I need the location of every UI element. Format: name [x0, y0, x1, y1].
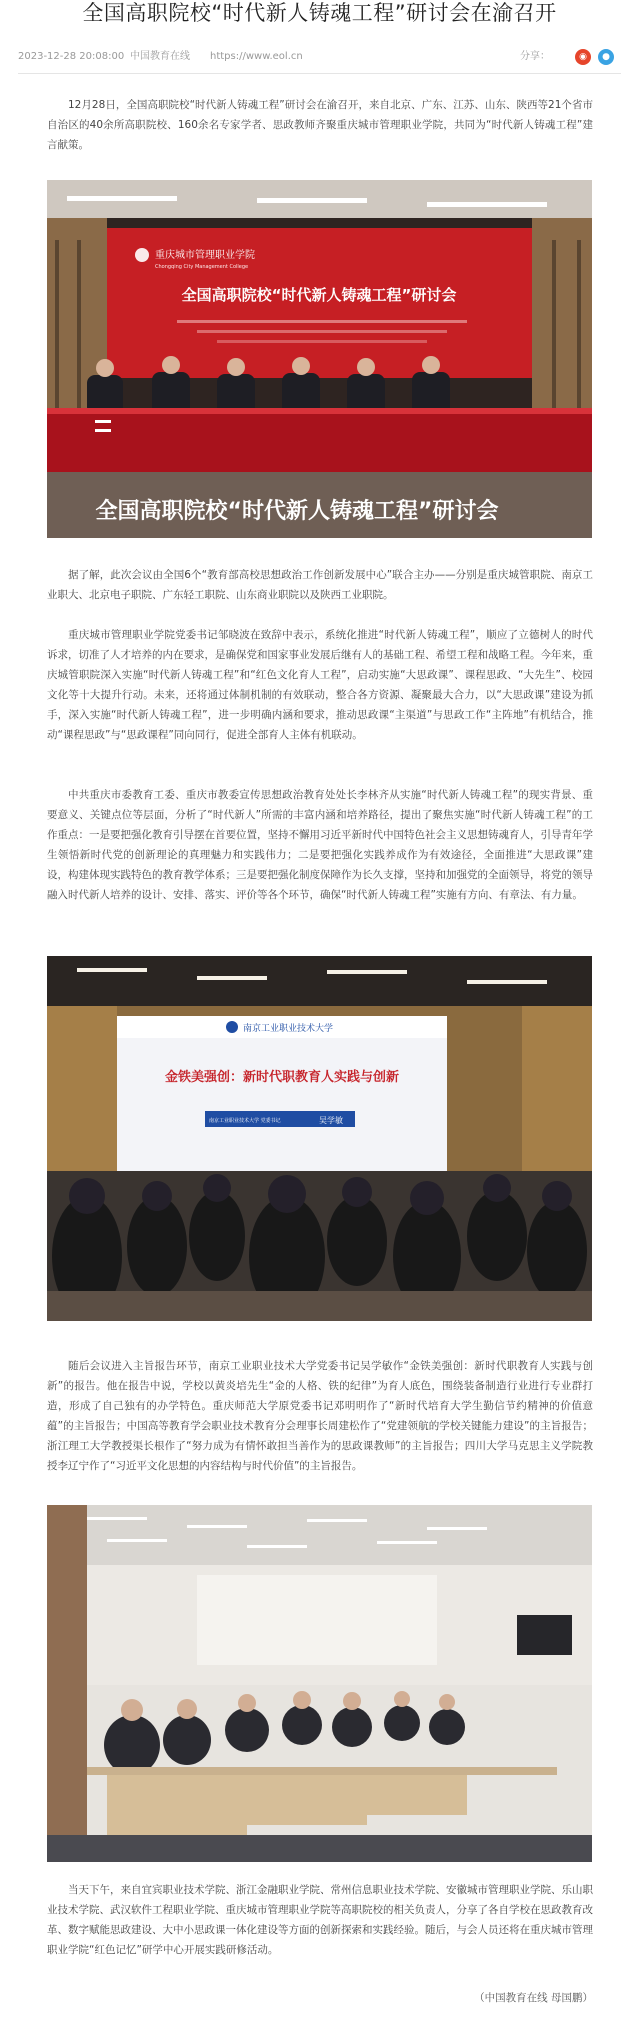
- screen-school-name: 重庆城市管理职业学院: [155, 250, 255, 261]
- stage-banner-text: 全国高职院校“时代新人铸魂工程”研讨会: [95, 499, 499, 524]
- conference-stage-photo: [47, 180, 592, 538]
- screen-school-name-2: 南京工业职业技术大学: [243, 1024, 334, 1034]
- screen-report-title: 金铁美强创：新时代职教育人实践与创新: [164, 1070, 400, 1085]
- article-meta: [0, 46, 639, 68]
- screen-speaker-name: 吴学敏: [319, 1116, 343, 1125]
- paragraph-intro: 12月28日，全国高职院校“时代新人铸魂工程”研讨会在渝召开，来自北京、广东、江苏、山东、陕西等21个省市自治区的40余所高职院校、160余名专家学者、思政教师齐聚重庆城市管理职业学院，共同为“时代新人铸魂工程”建言献策。: [47, 99, 593, 151]
- qq-icon[interactable]: ●: [598, 49, 614, 65]
- paragraph-afternoon: 当天下午，来自宜宾职业技术学院、浙江金融职业学院、常州信息职业技术学院、安徽城市管理职业学院、乐山职业技术学院、武汉软件工程职业学院、重庆城市管理职业学院等高职院校的相关负责人，分享了各自学校在思政教育改革、数字赋能思政建设、大中小思政课一体化建设等方面的创新探索和实践经验。随后，与会人员还将在重庆城市管理职业学院“红色记忆”研学中心开展实践研修活动。: [47, 1884, 593, 1956]
- publish-date: 2023-12-28 20:08:00: [18, 51, 125, 62]
- article-title: 全国高职院校“时代新人铸魂工程”研讨会在渝召开: [82, 1, 557, 25]
- article-credit: （中国教育在线 母国鹏）: [474, 1992, 593, 2004]
- share-label: 分享：: [520, 51, 550, 62]
- meta-divider: [18, 73, 621, 74]
- article-source[interactable]: 中国教育在线: [130, 51, 190, 62]
- paragraph-speech-zou: 重庆城市管理职业学院党委书记邹晓波在致辞中表示，系统化推进“时代新人铸魂工程”，顺应了立德树人的时代诉求，切准了人才培养的内在要求，是确保党和国家事业发展后继有人的基础工程、希望工程和战略工程。今年来，重庆城管职院深入实施“时代新人铸魂工程”和“红色文化育人工程”，启动实施“大思政课”、课程思政、“大先生”、校园文化等十大提升行动。未来，还将通过体制机制的有效联动，整合各方资源、凝聚最大合力，以“大思政课”建设为抓手，深入实施“时代新人铸魂工程”，进一步明确内涵和要求，推动思政课“主渠道”与思政工作“主阵地”有机结合，推动“课程思政”与“思政课程”同向同行，促进全部育人主体有机联动。: [47, 629, 593, 741]
- screen-title: 全国高职院校“时代新人铸魂工程”研讨会: [181, 286, 457, 304]
- paragraph-speech-li: 中共重庆市委教育工委、重庆市教委宣传思想政治教育处处长李林齐从实施“时代新人铸魂工程”的现实背景、重要意义、关键点位等层面，分析了“时代新人”所需的丰富内涵和培养路径，提出了聚焦实施“时代新人铸魂工程”的工作重点：一是要把强化教育引导摆在首要位置，坚持不懈用习近平新时代中国特色社会主义思想铸魂育人，引导青年学生领悟新时代党的创新理论的真理魅力和实践伟力；二是要把强化实践养成作为有效途径，全面推进“大思政课”建设，构建体现实践特色的教育教学体系；三是要把强化制度保障作为长久支撑，坚持和加强党的全面领导，将党的领导融入时代新人培养的设计、安排、落实、评价等各个环节，确保“时代新人铸魂工程”实施有方向、有章法、有力量。: [47, 789, 593, 901]
- keynote-presentation-photo: [47, 956, 592, 1321]
- afternoon-session-photo: [47, 1505, 592, 1862]
- paragraph-keynotes: 随后会议进入主旨报告环节，南京工业职业技术大学党委书记吴学敏作“金铁美强创：新时代职教育人实践与创新”的报告。他在报告中说，学校以黄炎培先生“金的人格、铁的纪律”为育人底色，围绕装备制造行业进行专业群打造，形成了自己独有的办学特色。重庆师范大学原党委书记邓明明作了“新时代培育大学生勤信节约精神的价值意蕴”的主旨报告；中国高等教育学会职业技术教育分会理事长周建松作了“党建领航的学校关键能力建设”的主旨报告；浙江理工大学教授渠长根作了“努力成为有情怀敢担当善作为的思政课教师”的主旨报告；四川大学马克思主义学院教授李辽宁作了“习近平文化思想的内容结构与时代价值”的主旨报告。: [47, 1360, 593, 1472]
- source-url[interactable]: https://www.eol.cn: [210, 51, 303, 62]
- screen-school-name-en: Chongqing City Management College: [155, 264, 249, 270]
- paragraph-organizers: 据了解，此次会议由全国6个“教育部高校思想政治工作创新发展中心”联合主办——分别是重庆城管职院、南京工业职大、北京电子职院、广东轻工职院、山东商业职院以及陕西工业职院。: [47, 569, 593, 601]
- weibo-icon[interactable]: ◉: [575, 49, 591, 65]
- screen-speaker-affiliation: 南京工业职业技术大学 党委书记: [209, 1118, 281, 1124]
